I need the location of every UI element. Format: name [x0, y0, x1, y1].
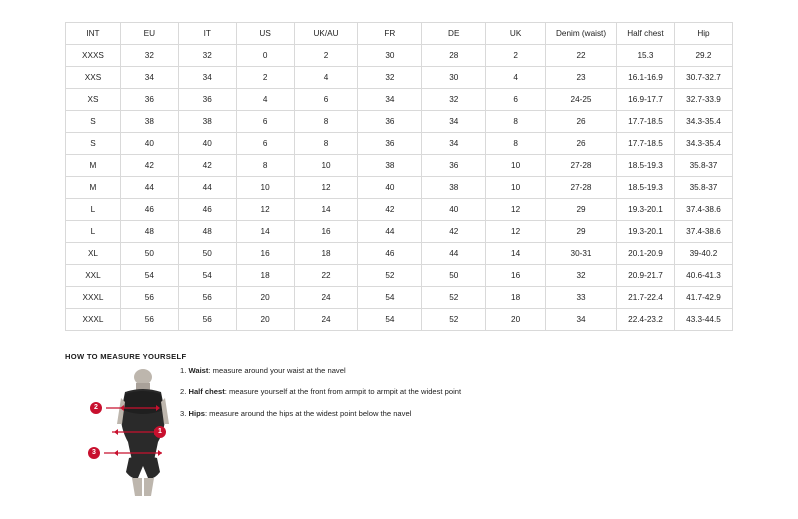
- table-cell: 54: [178, 265, 236, 287]
- table-cell: 10: [486, 177, 546, 199]
- table-cell: 35.8-37: [674, 177, 732, 199]
- table-cell: 17.7-18.5: [617, 111, 675, 133]
- table-row: [66, 45, 733, 67]
- table-cell: 27-28: [546, 177, 617, 199]
- table-row: [66, 89, 733, 111]
- table-cell: 52: [422, 309, 486, 331]
- table-cell: 54: [120, 265, 178, 287]
- table-cell: 36: [358, 111, 422, 133]
- instruction-number: 2.: [180, 387, 187, 397]
- table-cell: 4: [236, 89, 294, 111]
- table-cell: 44: [120, 177, 178, 199]
- table-cell: 37.4-38.6: [674, 199, 732, 221]
- table-cell: 37.4-38.6: [674, 221, 732, 243]
- table-cell: 18: [294, 243, 358, 265]
- table-cell: 42: [178, 155, 236, 177]
- table-cell: 40: [358, 177, 422, 199]
- instruction-term: Waist: [188, 366, 209, 375]
- table-cell: 24: [294, 309, 358, 331]
- table-cell: 52: [358, 265, 422, 287]
- table-cell: 4: [294, 67, 358, 89]
- table-cell: 38: [358, 155, 422, 177]
- instruction-text: : measure around the hips at the widest point below the navel: [204, 408, 412, 418]
- table-cell: 20.9-21.7: [617, 265, 675, 287]
- table-cell: 18.5-19.3: [617, 177, 675, 199]
- table-cell: 36: [358, 133, 422, 155]
- table-cell: 34.3-35.4: [674, 133, 732, 155]
- table-cell: 24: [294, 287, 358, 309]
- table-cell: 32: [178, 45, 236, 67]
- column-header-denim-waist: Denim (waist): [546, 23, 617, 45]
- table-row: [66, 133, 733, 155]
- table-cell: 32: [422, 89, 486, 111]
- size-chart-table: [65, 22, 733, 331]
- table-cell: 48: [120, 221, 178, 243]
- table-cell: XXXL: [66, 309, 121, 331]
- how-to-measure-title: HOW TO MEASURE YOURSELF: [65, 352, 187, 361]
- instruction-number: 1.: [180, 366, 187, 375]
- table-cell: 56: [178, 309, 236, 331]
- table-cell: 2: [294, 45, 358, 67]
- table-cell: 34: [422, 111, 486, 133]
- table-cell: 0: [236, 45, 294, 67]
- table-row: [66, 221, 733, 243]
- table-row: [66, 111, 733, 133]
- table-cell: 12: [486, 199, 546, 221]
- table-cell: 20.1-20.9: [617, 243, 675, 265]
- table-cell: 14: [294, 199, 358, 221]
- table-cell: 20: [486, 309, 546, 331]
- table-cell: 38: [120, 111, 178, 133]
- table-cell: 22: [294, 265, 358, 287]
- table-cell: 28: [422, 45, 486, 67]
- instruction-term: Hips: [188, 408, 205, 418]
- table-cell: 26: [546, 111, 617, 133]
- table-cell: 36: [178, 89, 236, 111]
- table-cell: 30-31: [546, 243, 617, 265]
- table-cell: 42: [358, 199, 422, 221]
- table-cell: 34: [178, 67, 236, 89]
- table-cell: XXS: [66, 67, 121, 89]
- table-cell: 16: [294, 221, 358, 243]
- column-header-de: DE: [422, 23, 486, 45]
- table-row: [66, 177, 733, 199]
- table-cell: 23: [546, 67, 617, 89]
- measure-marker-3: 3: [88, 447, 100, 459]
- table-cell: 44: [422, 243, 486, 265]
- instruction-term: Half chest: [188, 387, 225, 397]
- column-header-uk: UK: [486, 23, 546, 45]
- measure-instruction-2: [180, 387, 600, 397]
- table-cell: 34: [358, 89, 422, 111]
- table-cell: 6: [486, 89, 546, 111]
- table-cell: 56: [178, 287, 236, 309]
- measure-marker-2: 2: [90, 402, 102, 414]
- table-cell: M: [66, 177, 121, 199]
- table-cell: 26: [546, 133, 617, 155]
- table-cell: 30: [422, 67, 486, 89]
- column-header-half-chest: Half chest: [617, 23, 675, 45]
- table-row: [66, 155, 733, 177]
- table-cell: 50: [120, 243, 178, 265]
- table-cell: 16.9-17.7: [617, 89, 675, 111]
- table-cell: 34.3-35.4: [674, 111, 732, 133]
- table-cell: 29.2: [674, 45, 732, 67]
- table-cell: 8: [486, 111, 546, 133]
- table-cell: 6: [236, 111, 294, 133]
- table-cell: 29: [546, 199, 617, 221]
- table-cell: 42: [120, 155, 178, 177]
- instruction-text: : measure around your waist at the navel: [208, 366, 346, 375]
- table-cell: 16: [486, 265, 546, 287]
- table-cell: 27-28: [546, 155, 617, 177]
- table-cell: 39-40.2: [674, 243, 732, 265]
- table-cell: 44: [358, 221, 422, 243]
- table-cell: 54: [358, 287, 422, 309]
- table-cell: 8: [294, 111, 358, 133]
- measure-instruction-1: [180, 366, 600, 376]
- table-cell: 8: [486, 133, 546, 155]
- table-cell: 4: [486, 67, 546, 89]
- table-cell: 18: [236, 265, 294, 287]
- table-cell: 34: [120, 67, 178, 89]
- table-cell: 12: [236, 199, 294, 221]
- table-cell: 54: [358, 309, 422, 331]
- table-cell: 2: [236, 67, 294, 89]
- table-row: [66, 287, 733, 309]
- table-cell: 10: [294, 155, 358, 177]
- table-cell: 40.6-41.3: [674, 265, 732, 287]
- table-cell: 19.3-20.1: [617, 199, 675, 221]
- table-cell: 29: [546, 221, 617, 243]
- table-cell: 6: [294, 89, 358, 111]
- table-row: [66, 243, 733, 265]
- table-cell: 34: [422, 133, 486, 155]
- table-cell: 46: [178, 199, 236, 221]
- column-header-eu: EU: [120, 23, 178, 45]
- table-cell: 18.5-19.3: [617, 155, 675, 177]
- table-cell: 40: [120, 133, 178, 155]
- table-cell: 32.7-33.9: [674, 89, 732, 111]
- instruction-number: 3.: [180, 408, 187, 418]
- table-cell: 24-25: [546, 89, 617, 111]
- measure-marker-1: 1: [154, 426, 166, 438]
- table-cell: 56: [120, 309, 178, 331]
- table-cell: 8: [236, 155, 294, 177]
- table-cell: 32: [120, 45, 178, 67]
- table-cell: S: [66, 133, 121, 155]
- table-cell: 46: [120, 199, 178, 221]
- table-cell: 14: [236, 221, 294, 243]
- table-cell: 40: [422, 199, 486, 221]
- table-cell: 30: [358, 45, 422, 67]
- table-cell: 32: [546, 265, 617, 287]
- table-cell: 10: [236, 177, 294, 199]
- table-cell: 35.8-37: [674, 155, 732, 177]
- table-cell: 14: [486, 243, 546, 265]
- table-cell: 18: [486, 287, 546, 309]
- column-header-fr: FR: [358, 23, 422, 45]
- table-cell: 12: [486, 221, 546, 243]
- table-cell: 6: [236, 133, 294, 155]
- table-cell: 43.3-44.5: [674, 309, 732, 331]
- table-cell: 56: [120, 287, 178, 309]
- table-cell: 22: [546, 45, 617, 67]
- table-cell: 42: [422, 221, 486, 243]
- table-cell: 17.7-18.5: [617, 133, 675, 155]
- table-cell: 32: [358, 67, 422, 89]
- table-cell: XXL: [66, 265, 121, 287]
- table-cell: M: [66, 155, 121, 177]
- column-header-it: IT: [178, 23, 236, 45]
- table-cell: 38: [422, 177, 486, 199]
- table-cell: 50: [178, 243, 236, 265]
- table-header: [66, 23, 733, 45]
- table-cell: 19.3-20.1: [617, 221, 675, 243]
- instruction-text: : measure yourself at the front from armpit to armpit at the widest point: [224, 387, 462, 397]
- table-cell: 48: [178, 221, 236, 243]
- table-cell: 21.7-22.4: [617, 287, 675, 309]
- table-body: [66, 45, 733, 331]
- table-cell: 46: [358, 243, 422, 265]
- table-header-row: [66, 23, 733, 45]
- table-cell: 30.7-32.7: [674, 67, 732, 89]
- column-header-us: US: [236, 23, 294, 45]
- table-row: [66, 199, 733, 221]
- table-cell: L: [66, 221, 121, 243]
- table-cell: 36: [120, 89, 178, 111]
- table-cell: 2: [486, 45, 546, 67]
- table-cell: 8: [294, 133, 358, 155]
- table-cell: 20: [236, 309, 294, 331]
- table-cell: 41.7-42.9: [674, 287, 732, 309]
- table-cell: 16.1-16.9: [617, 67, 675, 89]
- table-cell: 36: [422, 155, 486, 177]
- table-cell: 16: [236, 243, 294, 265]
- table-cell: 20: [236, 287, 294, 309]
- measure-instructions: [180, 366, 600, 430]
- table-cell: XL: [66, 243, 121, 265]
- column-header-uk-au: UK/AU: [294, 23, 358, 45]
- table-cell: 12: [294, 177, 358, 199]
- table-cell: 50: [422, 265, 486, 287]
- column-header-hip: Hip: [674, 23, 732, 45]
- table-cell: XXXS: [66, 45, 121, 67]
- table-cell: S: [66, 111, 121, 133]
- table-cell: XS: [66, 89, 121, 111]
- measure-instruction-3: [180, 409, 600, 419]
- table-row: [66, 265, 733, 287]
- table-cell: 44: [178, 177, 236, 199]
- table-cell: 15.3: [617, 45, 675, 67]
- table-cell: 40: [178, 133, 236, 155]
- table-row: [66, 67, 733, 89]
- table-cell: 10: [486, 155, 546, 177]
- table-cell: 52: [422, 287, 486, 309]
- table-row: [66, 309, 733, 331]
- table-cell: 34: [546, 309, 617, 331]
- table-cell: L: [66, 199, 121, 221]
- table-cell: 38: [178, 111, 236, 133]
- table-cell: 33: [546, 287, 617, 309]
- column-header-int: INT: [66, 23, 121, 45]
- table-cell: XXXL: [66, 287, 121, 309]
- table-cell: 22.4-23.2: [617, 309, 675, 331]
